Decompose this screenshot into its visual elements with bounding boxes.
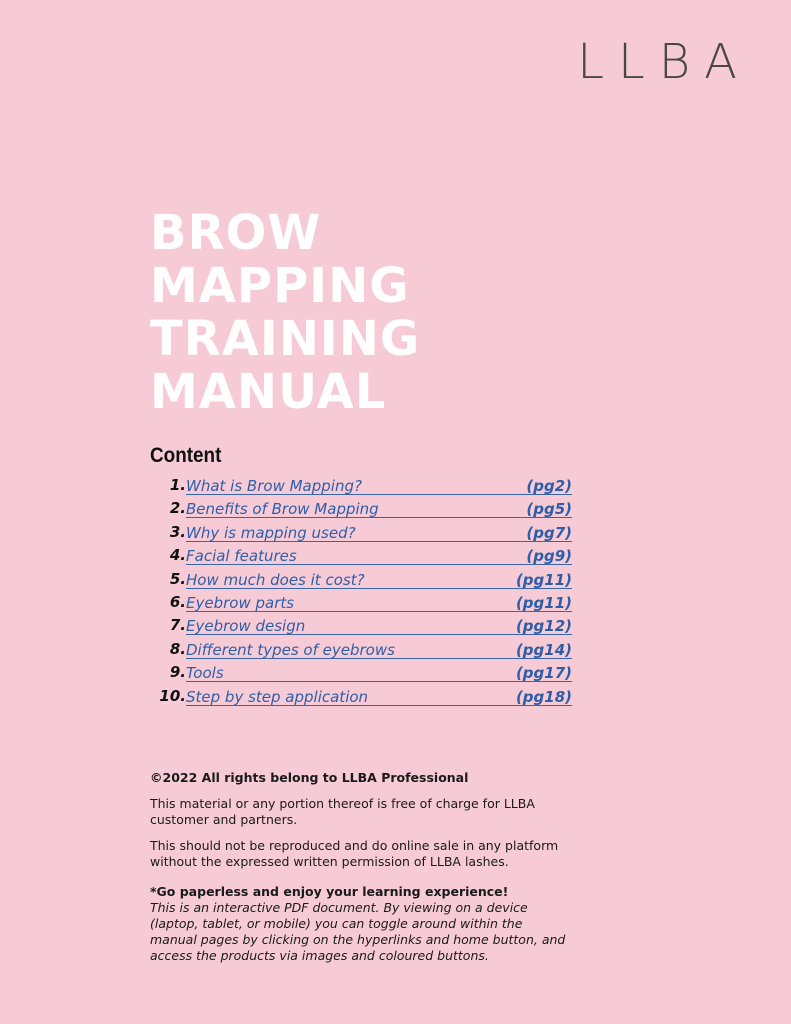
toc-link-text: Facial features [186,547,297,566]
toc-link-text: What is Brow Mapping? [186,477,362,495]
copyright-footer [150,770,570,974]
toc-link-facial-features[interactable] [186,546,572,565]
toc-page-ref: (pg17) [515,664,572,683]
toc-link-what-is-brow-mapping[interactable] [186,476,572,495]
interactive-note [150,884,570,964]
toc-link-text: Eyebrow design [186,617,306,636]
toc-number: 7. [169,616,186,635]
toc-item [150,593,580,616]
toc-page-ref: (pg9) [526,547,572,566]
title-line: MAPPING [150,258,410,314]
toc-link-text: Eyebrow parts [186,593,295,612]
toc-link-text: Benefits of Brow Mapping [186,500,379,519]
toc-link-text: Step by step application [186,687,369,706]
toc-number: 4. [169,546,186,565]
toc-page-ref: (pg7) [526,523,572,542]
toc-page-ref: (pg5) [526,500,572,519]
toc-number: 10. [159,686,186,705]
note-body: This is an interactive PDF document. By viewing on a device (laptop, tablet, or mobile) you can toggle around within the manual pages by clicking on the hyperlinks and home button, and access the products via images and coloured buttons. [150,900,566,963]
toc-link-tools[interactable] [186,663,572,682]
toc-item [150,546,580,569]
toc-number: 5. [169,569,186,588]
toc-page-ref: (pg2) [526,477,572,495]
title-line: TRAINING [150,311,421,367]
toc-number: 8. [169,639,186,658]
contents-heading: Content [150,444,222,467]
toc-number: 3. [169,522,186,541]
note-heading: *Go paperless and enjoy your learning experience! [150,884,509,899]
toc-number: 9. [169,663,186,682]
toc-page-ref: (pg12) [515,617,572,636]
toc-link-why-mapping[interactable] [186,523,572,542]
toc-number: 1. [169,476,186,494]
toc-number: 6. [169,592,186,611]
toc-link-text: Tools [186,664,224,683]
toc-link-eyebrow-types[interactable] [186,640,572,659]
table-of-contents [150,476,580,710]
copyright-notice: ©2022 All rights belong to LLBA Professional [150,770,469,785]
toc-link-eyebrow-parts[interactable] [186,593,572,612]
toc-link-benefits[interactable] [186,499,572,518]
toc-item [150,523,580,546]
toc-link-eyebrow-design[interactable] [186,616,572,635]
llba-logo: LLBA [577,34,751,90]
toc-page-ref: (pg14) [515,640,572,659]
toc-link-cost[interactable] [186,570,572,589]
toc-page-ref: (pg11) [515,570,572,589]
page-title [150,207,550,419]
toc-item [150,663,580,686]
toc-link-text: Different types of eyebrows [186,640,395,659]
toc-item [150,640,580,663]
toc-item [150,687,580,710]
toc-page-ref: (pg18) [515,687,572,706]
toc-item [150,616,580,639]
title-line: BROW [150,205,322,261]
usage-paragraph: This material or any portion thereof is free of charge for LLBA customer and partners. [150,796,535,827]
toc-item [150,476,580,499]
toc-page-ref: (pg11) [515,593,572,612]
toc-link-step-by-step[interactable] [186,687,572,706]
title-line: MANUAL [150,364,387,420]
toc-item [150,499,580,522]
toc-link-text: Why is mapping used? [186,523,356,542]
reproduction-paragraph: This should not be reproduced and do online sale in any platform without the expressed written permission of LLBA lashes. [150,838,559,869]
toc-number: 2. [169,499,186,518]
toc-link-text: How much does it cost? [186,570,365,589]
toc-item [150,570,580,593]
